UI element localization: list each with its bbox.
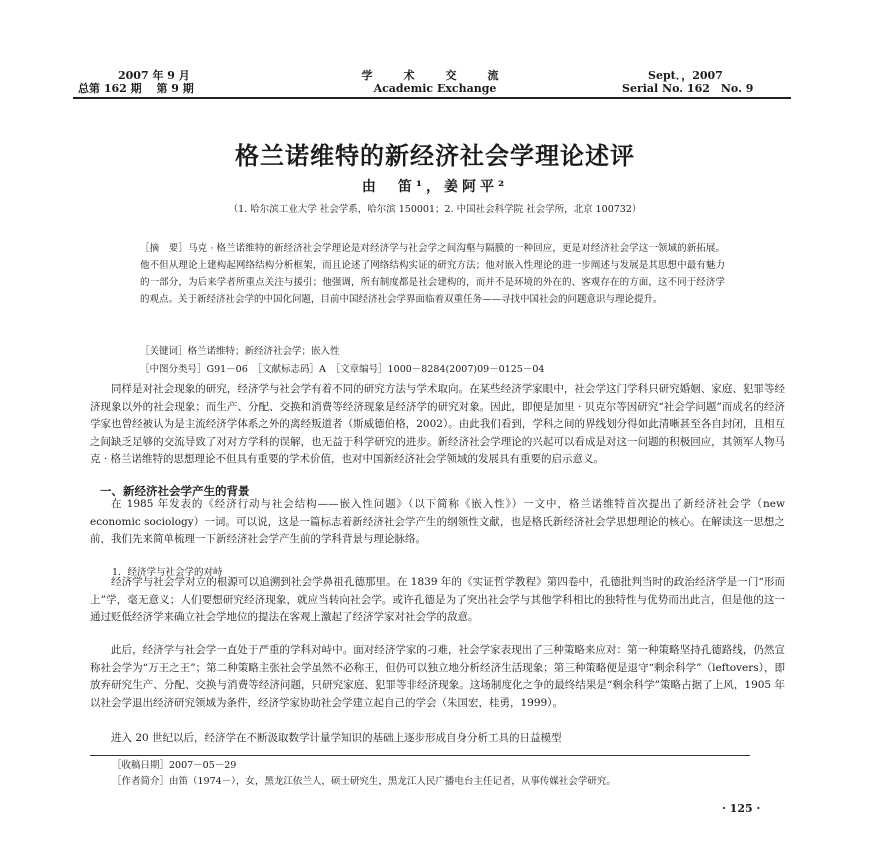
section-heading-1: 一、新经济社会学产生的背景 xyxy=(100,484,250,498)
article-title: 格兰诺维特的新经济社会学理论述评 xyxy=(235,142,635,170)
paragraph-confrontation: 此后，经济学与社会学一直处于严重的学科对峙中。面对经济学家的刁难，社会学家表现出了三种策略来应对：第一种策略坚持孔德路线，仍然宣称社会学为“万王之王”；第二种策略主张社会学虽然不必称王，但仍可以独立地分析经济生活现象；第三种策略便是退守“剩余科学”（leftovers），即放弃研究生产、分配、交换与消费等经济问题，只研究家庭、犯罪等非经济现象。这场制度化之争的最终结果是“剩余科学”策略占据了上风，1905 年以社会学退出经济研究领域为条件，经济学家协助社会学建立起自己的学会（朱国宏，桂勇，1999）。 xyxy=(90,644,785,709)
author-bio: ［作者简介］由笛（1974－），女，黑龙江依兰人，硕士研究生，黑龙江人民广播电台主任记者，从事传媒社会学研究。 xyxy=(112,776,616,787)
header-date-en: Sept．，2007 xyxy=(648,69,723,82)
section1-paragraph: 在 1985 年发表的《经济行动与社会结构——嵌入性问题》（以下简称《嵌入性》）一文中，格兰诺维特首次提出了新经济社会学（new economic sociology）一词。可以说，这是一篇标志着新经济社会学产生的纲领性文献，也是格氏新经济社会学思想理论的核心。在解读这一思想之前，我们先来简单梳理一下新经济社会学产生前的学科背景与理论脉络。 xyxy=(90,498,785,545)
author-affiliations: （1. 哈尔滨工业大学 社会学系，哈尔滨 150001；2. 中国社会科学院 社会学所，北京 100732） xyxy=(228,204,642,215)
classification-numbers: ［中图分类号］G91－06 ［文献标志码］A ［文章编号］1000－8284(2007)09－0125－04 xyxy=(140,364,545,375)
received-date: ［收稿日期］2007－05－29 xyxy=(112,760,237,771)
journal-name-cn: 学 术 交 流 xyxy=(361,69,509,82)
paragraph-comte: 经济学与社会学对立的根源可以追溯到社会学鼻祖孔德那里。在 1839 年的《实证哲学教程》第四卷中，孔德批判当时的政治经济学是一门“形而上”学，毫无意义；人们要想研究经济现象，就应当转向社会学。或许孔德是为了突出社会学与其他学科相比的独特性与优势而出此言，但是他的这一通过贬低经济学来确立社会学地位的提法在客观上激起了经济学家对社会学的敌意。 xyxy=(90,576,785,623)
subsection-heading-1: 1．经济学与社会学的对峙 xyxy=(112,567,223,578)
article-authors: 由 笛¹，姜阿平² xyxy=(361,179,509,195)
footnote-rule xyxy=(90,755,750,756)
page-number: · 125 · xyxy=(722,802,761,815)
paragraph-continued: 进入 20 世纪以后，经济学在不断汲取数学计量学知识的基础上逐步形成自身分析工具的日益模型 xyxy=(111,732,562,744)
header-issue: 总第 162 期 第 9 期 xyxy=(78,82,194,95)
keywords: ［关键词］格兰诺维特；新经济社会学；嵌入性 xyxy=(140,346,340,357)
abstract: ［摘 要］马克 · 格兰诺维特的新经济社会学理论是对经济学与社会学之间沟壑与隔膜的一种回应，更是对经济社会学这一领域的新拓展。他不但从理论上建构起网络结构分析框架，而且论述了网络结构实证的研究方法；他对嵌入性理论的进一步阐述与发展是其思想中最有魅力的一部分，为后来学者所重点关注与援引；他强调，所有制度都是社会建构的，而并不是环境的外在的、客观存在的方面，这不同于经济学的观点。关于新经济社会学的中国化问题，目前中国经济社会学界面临着双重任务——寻找中国社会的问题意识与理论提升。 xyxy=(140,243,725,305)
header-rule xyxy=(73,97,791,99)
header-serial-en: Serial No. 162 No. 9 xyxy=(622,82,754,95)
header-date: 2007 年 9 月 xyxy=(118,69,190,82)
journal-name-en: Academic Exchange xyxy=(373,82,497,95)
intro-paragraph: 同样是对社会现象的研究，经济学与社会学有着不同的研究方法与学术取向。在某些经济学家眼中，社会学这门学科只研究婚姻、家庭、犯罪等经济现象以外的社会现象；而生产、分配、交换和消费等经济现象是经济学的研究对象。因此，即便是加里 · 贝克尔等因研究“社会学问题”而成名的经济学家也曾经被认为是主流经济学体系之外的离经叛道者（斯威德伯格，2002）。由此我们看到，学科之间的界线划分得如此清晰甚至各自封闭，且相互之间缺乏足够的交流导致了对对方学科的误解，也无益于科学研究的进步。新经济社会学理论的兴起可以看成是对这一问题的积极回应，其领军人物马克 · 格兰诺维特的思想理论不但具有重要的学术价值，也对中国新经济社会学领域的发展具有重要的启示意义。 xyxy=(90,383,785,465)
